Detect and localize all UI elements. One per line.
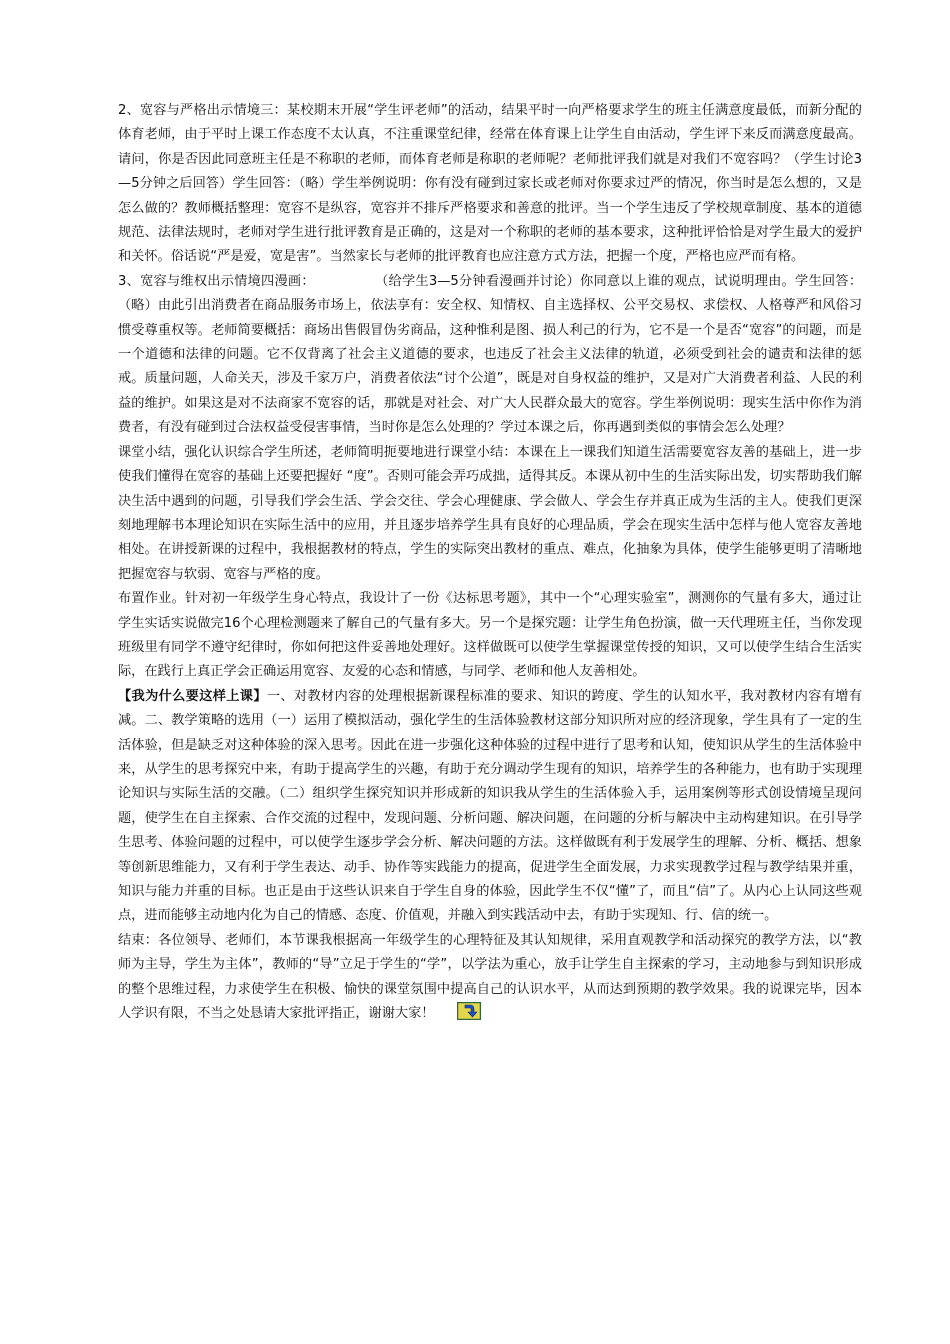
paragraph-homework: 布置作业。针对初一年级学生身心特点，我设计了一份《达标思考题》，其中一个“心理实验室”，测测你的气量有多大，通过让学生实话实说做完16个心理检测题来了解自己的气量有多大。另一个是探究题：让学生角色扮演，做一天代理班主任，当你发现班级里有同学不遵守纪律时，你如何把这件妥善地处理好。这样做既可以使学生掌握课堂传授的知识，又可以使学生结合生活实际，在践行上真正学会正确运用宽容、友爱的心态和情感，与同学、老师和他人友善相处。	[118, 591, 862, 680]
teaching-rationale-heading: 【我为什么要这样上课】	[118, 688, 267, 704]
document-body	[118, 99, 862, 1026]
return-arrow-icon[interactable]	[457, 1002, 481, 1020]
paragraph-teaching-rationale	[118, 685, 862, 929]
conclusion-text: 结束：各位领导、老师们，本节课我根据高一年级学生的心理特征及其认知规律，采用直观教学和活动探究的教学方法，以“教师为主导，学生为主体”，教师的“导”立足于学生的“学”，以学法为重心，放手让学生自主探索的学习，主动地参与到知识形成的整个思维过程，力求使学生在积极、愉快的课堂氛围中提高自己的认识水平，从而达到预期的教学效果。我的说课完毕，因本人学识有限，不当之处恳请大家批评指正，谢谢大家！	[118, 932, 862, 1022]
paragraph-class-summary: 课堂小结，强化认识综合学生所述，老师简明扼要地进行课堂小结：本课在上一课我们知道生活需要宽容友善的基础上，进一步使我们懂得在宽容的基础上还要把握好 “度”。否则可能会弄巧成拙，适得其反。本课从初中生的生活实际出发，切实帮助我们解决生活中遇到的问题，引导我们学会生活、学会交往、学会心理健康、学会做人、学会生存并真正成为生活的主人。使我们更深刻地理解书本理论知识在实际生活中的应用，并且逐步培养学生具有良好的心理品质，学会在现实生活中怎样与他人宽容友善地相处。在讲授新课的过程中，我根据教材的特点，学生的实际突出教材的重点、难点，化抽象为具体，使学生能够更明了清晰地把握宽容与软弱、宽容与严格的度。	[118, 444, 862, 582]
paragraph-tolerance-rights	[118, 270, 862, 441]
return-arrow-icon-svg	[457, 1002, 481, 1020]
paragraph-tolerance-strictness: 2、宽容与严格出示情境三：某校期末开展“学生评老师”的活动，结果平时一向严格要求学生的班主任满意度最低，而新分配的体育老师，由于平时上课工作态度不太认真，不注重课堂纪律，经常在体育课上让学生自由活动，学生评下来反而满意度最高。请问，你是否因此同意班主任是不称职的老师，而体育老师是称职的老师呢？老师批评我们就是对我们不宽容吗？（学生讨论3—5分钟之后回答）学生回答：（略）学生举例说明：你有没有碰到过家长或老师对你要求过严的情况，你当时是怎么想的，又是怎么做的？教师概括整理：宽容不是纵容，宽容并不排斥严格要求和善意的批评。当一个学生违反了学校规章制度、基本的道德规范、法律法规时，老师对学生进行批评教育是正确的，这是对一个称职的老师的基本要求，这种批评恰恰是对学生最大的爱护和关怀。俗话说“严是爱，宽是害”。当然家长与老师的批评教育也应注意方式方法，把握一个度，严格也应严而有格。	[118, 103, 862, 265]
teaching-rationale-body: 一、对教材内容的处理根据新课程标准的要求、知识的跨度、学生的认知水平，我对教材内容有增有减。二、教学策略的选用（一）运用了模拟活动，强化学生的生活体验教材这部分知识所对应的经济现象，学生具有了一定的生活体验，但是缺乏对这种体验的深入思考。因此在进一步强化这种体验的过程中进行了思考和认知，使知识从学生的生活体验中来，从学生的思考探究中来，有助于提高学生的兴趣，有助于充分调动学生现有的知识，培养学生的各种能力，也有助于实现理论知识与实际生活的交融。（二）组织学生探究知识并形成新的知识我从学生的生活体验入手，运用案例等形式创设情境呈现问题，使学生在自主探索、合作交流的过程中，发现问题、分析问题、解决问题，在问题的分析与解决中主动构建知识。在引导学生思考、体验问题的过程中，可以使学生逐步学会分析、解决问题的方法。这样做既有利于发展学生的理解、分析、概括、想象等创新思维能力，又有利于学生表达、动手、协作等实践能力的提高，促进学生全面发展，力求实现教学过程与教学结果并重，知识与能力并重的目标。也正是由于这些认识来自于学生自身的体验，因此学生不仅“懂”了，而且“信”了。从内心上认同这些观点，进而能够主动地内化为自己的情感、态度、价值观，并融入到实践活动中去，有助于实现知、行、信的统一。	[118, 688, 863, 924]
paragraph-tolerance-rights-lead: 3、宽容与维权出示情境四漫画：	[118, 273, 315, 289]
paragraph-conclusion	[118, 929, 862, 1027]
paragraph-tolerance-rights-body: （给学生3—5分钟看漫画并讨论）你同意以上谁的观点，试说明理由。学生回答：（略）由此引出消费者在商品服务市场上，依法享有：安全权、知情权、自主选择权、公平交易权、求偿权、人格尊严和风俗习惯受尊重权等。老师简要概括：商场出售假冒伪劣商品，这种惟利是图、损人利己的行为，它不是一个是否“宽容”的问题，而是一个道德和法律的问题。它不仅背离了社会主义道德的要求，也违反了社会主义法律的轨道，必须受到社会的谴责和法律的惩戒。质量问题，人命关天，涉及千家万户，消费者依法“讨个公道”，既是对自身权益的维护，又是对广大消费者利益、人民的利益的维护。如果这是对不法商家不宽容的话，那就是对社会、对广大人民群众最大的宽容。学生举例说明：现实生活中你作为消费者，有没有碰到过合法权益受侵害事情，当时你是怎么处理的？学过本课之后，你再遇到类似的事情会怎么处理？	[118, 273, 863, 436]
